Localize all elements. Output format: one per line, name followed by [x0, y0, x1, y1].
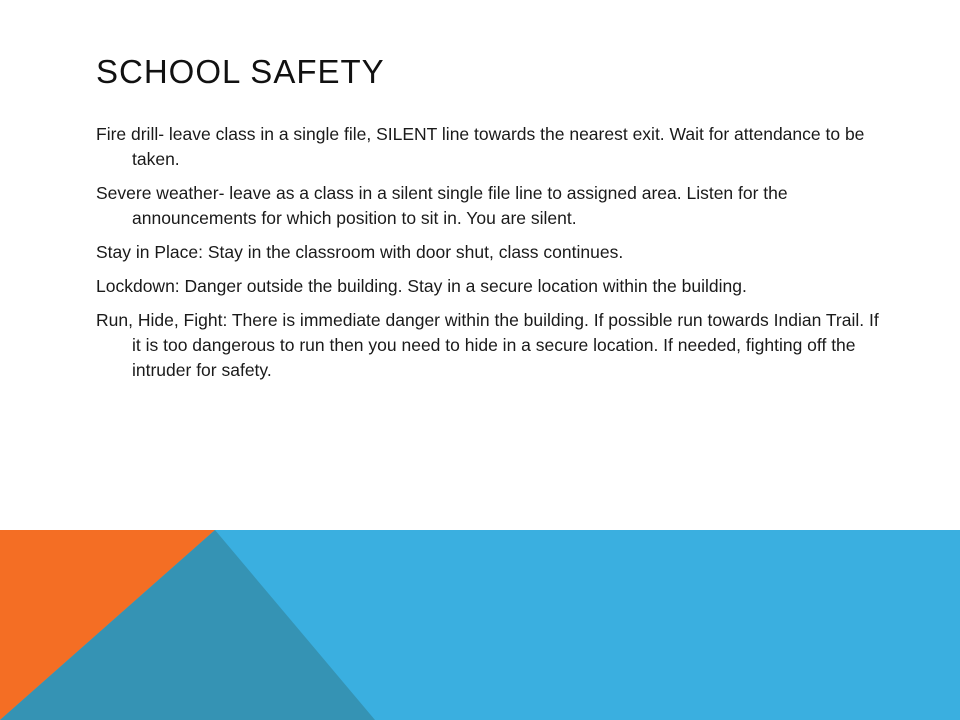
- bullet-severe-weather: Severe weather- leave as a class in a silent single file line to assigned area. Listen for the announcements for which position to sit in. You are silent.: [96, 183, 788, 228]
- slide-title: SCHOOL SAFETY: [96, 53, 385, 90]
- bullet-stay-in-place: Stay in Place: Stay in the classroom with door shut, class continues.: [96, 242, 624, 262]
- bullet-run-hide-fight: Run, Hide, Fight: There is immediate danger within the building. If possible run towards Indian Trail. If it is too dangerous to run then you need to hide in a secure location. If needed, fighting off the intruder for safety.: [96, 310, 879, 380]
- bullet-lockdown: Lockdown: Danger outside the building. Stay in a secure location within the building.: [96, 276, 747, 296]
- bullet-fire-drill: Fire drill- leave class in a single file, SILENT line towards the nearest exit. Wait for attendance to be taken.: [96, 124, 865, 169]
- bullet-list: [96, 122, 886, 392]
- decorative-footer-shapes: [0, 530, 960, 720]
